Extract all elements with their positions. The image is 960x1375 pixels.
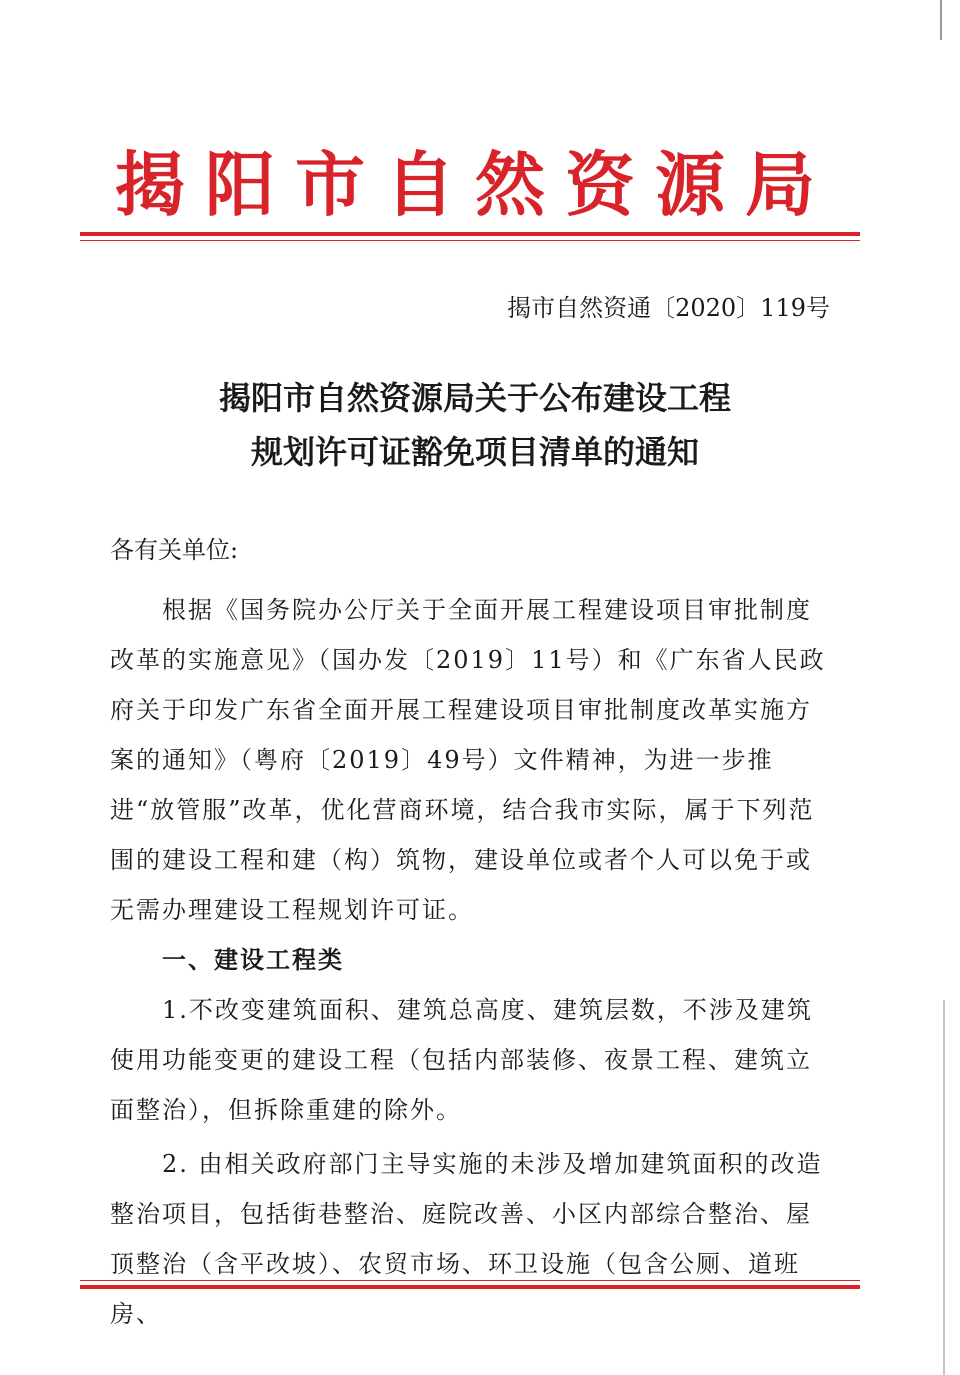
document-number: 揭市自然资通〔2020〕119号 [507, 294, 830, 322]
footer-rule-thin [80, 1280, 860, 1281]
document-title-line-1: 揭阳市自然资源局关于公布建设工程 [218, 379, 731, 417]
masthead-rule-thick [80, 232, 860, 236]
scan-mark [940, 0, 942, 40]
scan-edge-mark [943, 1000, 945, 1375]
footer-rule-thick [80, 1285, 860, 1289]
salutation: 各有关单位: [110, 536, 239, 564]
document-title-line-2: 规划许可证豁免项目清单的通知 [250, 433, 699, 471]
document-body [110, 585, 835, 1339]
agency-masthead: 揭阳市自然资源局 [115, 144, 835, 226]
list-item-2: 2. 由相关政府部门主导实施的未涉及增加建筑面积的改造整治项目，包括街巷整治、庭院改善、小区内部综合整治、屋顶整治（含平改坡）、农贸市场、环卫设施（包含公厕、道班房、 [110, 1150, 823, 1328]
paragraph-basis: 根据《国务院办公厅关于全面开展工程建设项目审批制度改革的实施意见》（国办发〔2019〕11号）和《广东省人民政府关于印发广东省全面开展工程建设项目审批制度改革实施方案的通知》（粤府〔2019〕49号）文件精神，为进一步推进“放管服”改革，优化营商环境，结合我市实际，属于下列范围的建设工程和建（构）筑物，建设单位或者个人可以免于或无需办理建设工程规划许可证。 [110, 596, 826, 924]
section-heading-construction: 一、建设工程类 [162, 946, 344, 974]
list-item-1: 1.不改变建筑面积、建筑总高度、建筑层数，不涉及建筑使用功能变更的建设工程（包括内部装修、夜景工程、建筑立面整治），但拆除重建的除外。 [110, 996, 813, 1124]
masthead-rule-thin [80, 240, 860, 241]
